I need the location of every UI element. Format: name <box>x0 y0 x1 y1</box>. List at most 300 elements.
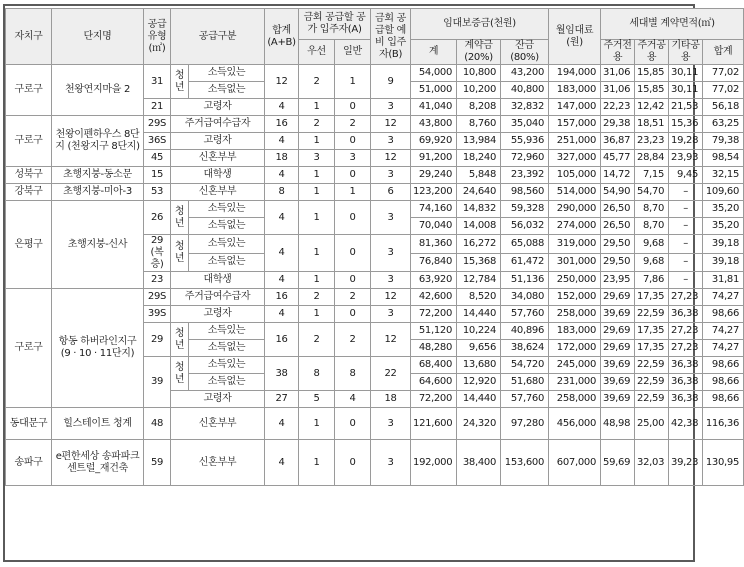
priority-cell: 1 <box>299 440 335 486</box>
other-shared-cell: – <box>669 235 703 254</box>
total-cell: 4 <box>265 408 299 440</box>
total-cell: 12 <box>265 65 299 99</box>
other-shared-cell: 27,23 <box>669 289 703 306</box>
shared-cell: 22,59 <box>635 374 669 391</box>
shared-cell: 12,42 <box>635 99 669 116</box>
reserve-cell: 3 <box>371 272 411 289</box>
priority-cell: 2 <box>299 289 335 306</box>
balance-cell: 35,040 <box>501 116 549 133</box>
other-shared-cell: 30,11 <box>669 82 703 99</box>
rent-cell: 290,000 <box>549 201 601 218</box>
header-supply-class: 공급구분 <box>171 9 265 65</box>
district-cell: 성북구 <box>6 167 52 184</box>
complex-cell: 초행지붕-신사 <box>52 201 144 289</box>
down-cell: 14,440 <box>457 306 501 323</box>
down-cell: 14,440 <box>457 391 501 408</box>
total-cell: 16 <box>265 116 299 133</box>
general-cell: 1 <box>335 65 371 99</box>
other-shared-cell: – <box>669 272 703 289</box>
shared-cell: 15,85 <box>635 82 669 99</box>
class-cell: 신혼부부 <box>171 408 265 440</box>
exclusive-cell: 39,69 <box>601 357 635 374</box>
other-shared-cell: 19,28 <box>669 133 703 150</box>
header-complex: 단지명 <box>52 9 144 65</box>
deposit-cell: 192,000 <box>411 440 457 486</box>
header-priority: 우선 <box>299 40 335 65</box>
header-reserve: 금회 공급할 예비 입주자(B) <box>371 9 411 65</box>
reserve-cell: 3 <box>371 167 411 184</box>
priority-cell: 5 <box>299 391 335 408</box>
general-cell: 2 <box>335 116 371 133</box>
class-cell: 소득있는 <box>189 65 265 82</box>
down-cell: 13,984 <box>457 133 501 150</box>
type-cell: 29 <box>144 323 171 357</box>
deposit-cell: 48,280 <box>411 340 457 357</box>
district-cell: 송파구 <box>6 440 52 486</box>
district-cell: 동대문구 <box>6 408 52 440</box>
priority-cell: 1 <box>299 306 335 323</box>
area-total-cell: 74,27 <box>703 289 744 306</box>
rent-cell: 319,000 <box>549 235 601 254</box>
table-row <box>6 167 744 184</box>
reserve-cell: 9 <box>371 65 411 99</box>
area-total-cell: 116,36 <box>703 408 744 440</box>
other-shared-cell: 36,38 <box>669 306 703 323</box>
down-cell: 14,008 <box>457 218 501 235</box>
down-cell: 12,784 <box>457 272 501 289</box>
other-shared-cell: 36,38 <box>669 374 703 391</box>
reserve-cell: 12 <box>371 289 411 306</box>
header-balance: 잔금(80%) <box>501 40 549 65</box>
deposit-cell: 51,120 <box>411 323 457 340</box>
general-cell: 8 <box>335 357 371 391</box>
rental-supply-table <box>5 8 744 486</box>
rent-cell: 183,000 <box>549 323 601 340</box>
general-cell: 0 <box>335 201 371 235</box>
table-row <box>6 408 744 440</box>
area-total-cell: 109,60 <box>703 184 744 201</box>
type-cell: 45 <box>144 150 171 167</box>
other-shared-cell: 36,38 <box>669 391 703 408</box>
district-cell: 구로구 <box>6 65 52 116</box>
exclusive-cell: 39,69 <box>601 374 635 391</box>
area-total-cell: 98,66 <box>703 374 744 391</box>
total-cell: 16 <box>265 289 299 306</box>
rent-cell: 152,000 <box>549 289 601 306</box>
table-row <box>6 65 744 82</box>
exclusive-cell: 29,50 <box>601 235 635 254</box>
balance-cell: 23,392 <box>501 167 549 184</box>
shared-cell: 22,59 <box>635 391 669 408</box>
balance-cell: 56,032 <box>501 218 549 235</box>
complex-cell: 천왕연지마을 2 <box>52 65 144 116</box>
type-cell: 39S <box>144 306 171 323</box>
rent-cell: 456,000 <box>549 408 601 440</box>
balance-cell: 98,560 <box>501 184 549 201</box>
general-cell: 0 <box>335 408 371 440</box>
other-shared-cell: 36,38 <box>669 357 703 374</box>
deposit-cell: 63,920 <box>411 272 457 289</box>
area-total-cell: 39,18 <box>703 253 744 272</box>
rent-cell: 274,000 <box>549 218 601 235</box>
balance-cell: 57,760 <box>501 391 549 408</box>
type-cell: 15 <box>144 167 171 184</box>
area-total-cell: 74,27 <box>703 323 744 340</box>
balance-cell: 51,680 <box>501 374 549 391</box>
shared-cell: 17,35 <box>635 289 669 306</box>
deposit-cell: 64,600 <box>411 374 457 391</box>
priority-cell: 1 <box>299 133 335 150</box>
type-cell: 29S <box>144 116 171 133</box>
shared-cell: 17,35 <box>635 340 669 357</box>
header-district: 자치구 <box>6 9 52 65</box>
deposit-cell: 41,040 <box>411 99 457 116</box>
type-cell: 53 <box>144 184 171 201</box>
class-cell: 소득없는 <box>189 374 265 391</box>
shared-cell: 9,68 <box>635 235 669 254</box>
exclusive-cell: 39,69 <box>601 391 635 408</box>
general-cell: 0 <box>335 133 371 150</box>
other-shared-cell: 39,23 <box>669 440 703 486</box>
type-cell: 26 <box>144 201 171 235</box>
exclusive-cell: 45,77 <box>601 150 635 167</box>
header-down-payment: 계약금(20%) <box>457 40 501 65</box>
table-row <box>6 184 744 201</box>
rent-cell: 607,000 <box>549 440 601 486</box>
type-cell: 23 <box>144 272 171 289</box>
deposit-cell: 29,240 <box>411 167 457 184</box>
rent-cell: 258,000 <box>549 391 601 408</box>
deposit-cell: 121,600 <box>411 408 457 440</box>
deposit-cell: 69,920 <box>411 133 457 150</box>
general-cell: 0 <box>335 306 371 323</box>
type-cell: 29 (복층) <box>144 235 171 272</box>
youth-label: 청년 <box>171 201 189 235</box>
total-cell: 8 <box>265 184 299 201</box>
type-cell: 29S <box>144 289 171 306</box>
header-exclusive-area: 주거전용 <box>601 40 635 65</box>
exclusive-cell: 39,69 <box>601 306 635 323</box>
reserve-cell: 3 <box>371 99 411 116</box>
table-row <box>6 440 744 486</box>
reserve-cell: 3 <box>371 306 411 323</box>
district-cell: 구로구 <box>6 116 52 167</box>
area-total-cell: 77,02 <box>703 65 744 82</box>
rent-cell: 183,000 <box>549 82 601 99</box>
complex-cell: 천왕이펜하우스 8단지 (천왕지구 8단지) <box>52 116 144 167</box>
rent-cell: 172,000 <box>549 340 601 357</box>
type-cell: 39 <box>144 357 171 408</box>
class-cell: 대학생 <box>171 167 265 184</box>
priority-cell: 1 <box>299 184 335 201</box>
complex-cell: 항동 하버라인지구 (9 · 10 · 11단지) <box>52 289 144 408</box>
shared-cell: 25,00 <box>635 408 669 440</box>
balance-cell: 59,328 <box>501 201 549 218</box>
shared-cell: 8,70 <box>635 218 669 235</box>
exclusive-cell: 29,50 <box>601 253 635 272</box>
priority-cell: 2 <box>299 323 335 357</box>
balance-cell: 40,896 <box>501 323 549 340</box>
down-cell: 24,320 <box>457 408 501 440</box>
exclusive-cell: 31,06 <box>601 65 635 82</box>
exclusive-cell: 59,69 <box>601 440 635 486</box>
balance-cell: 34,080 <box>501 289 549 306</box>
balance-cell: 61,472 <box>501 253 549 272</box>
area-total-cell: 79,38 <box>703 133 744 150</box>
down-cell: 15,368 <box>457 253 501 272</box>
reserve-cell: 12 <box>371 150 411 167</box>
complex-cell: e편한세상 송파파크센트럴_재건축 <box>52 440 144 486</box>
total-cell: 4 <box>265 167 299 184</box>
shared-cell: 17,35 <box>635 323 669 340</box>
deposit-cell: 43,800 <box>411 116 457 133</box>
exclusive-cell: 22,23 <box>601 99 635 116</box>
deposit-cell: 42,600 <box>411 289 457 306</box>
down-cell: 9,656 <box>457 340 501 357</box>
other-shared-cell: 30,11 <box>669 65 703 82</box>
down-cell: 8,760 <box>457 116 501 133</box>
rent-cell: 251,000 <box>549 133 601 150</box>
balance-cell: 65,088 <box>501 235 549 254</box>
deposit-cell: 91,200 <box>411 150 457 167</box>
priority-cell: 1 <box>299 272 335 289</box>
table-row <box>6 201 744 218</box>
header-deposit-sum: 계 <box>411 40 457 65</box>
class-cell: 소득있는 <box>189 323 265 340</box>
total-cell: 18 <box>265 150 299 167</box>
shared-cell: 32,03 <box>635 440 669 486</box>
type-cell: 21 <box>144 99 171 116</box>
class-cell: 주거급여수급자 <box>171 289 265 306</box>
header-rent: 월임대료(원) <box>549 9 601 65</box>
total-cell: 38 <box>265 357 299 391</box>
header-total: 합계(A+B) <box>265 9 299 65</box>
class-cell: 소득있는 <box>189 235 265 254</box>
balance-cell: 32,832 <box>501 99 549 116</box>
other-shared-cell: 27,23 <box>669 340 703 357</box>
reserve-cell: 6 <box>371 184 411 201</box>
deposit-cell: 68,400 <box>411 357 457 374</box>
rent-cell: 194,000 <box>549 65 601 82</box>
class-cell: 고령자 <box>171 133 265 150</box>
class-cell: 소득있는 <box>189 201 265 218</box>
deposit-cell: 81,360 <box>411 235 457 254</box>
deposit-cell: 76,840 <box>411 253 457 272</box>
total-cell: 16 <box>265 323 299 357</box>
balance-cell: 54,720 <box>501 357 549 374</box>
youth-label: 청년 <box>171 323 189 357</box>
balance-cell: 57,760 <box>501 306 549 323</box>
class-cell: 신혼부부 <box>171 440 265 486</box>
balance-cell: 51,136 <box>501 272 549 289</box>
shared-cell: 7,15 <box>635 167 669 184</box>
general-cell: 0 <box>335 99 371 116</box>
area-total-cell: 35,20 <box>703 218 744 235</box>
reserve-cell: 22 <box>371 357 411 391</box>
youth-label: 청년 <box>171 235 189 272</box>
area-total-cell: 63,25 <box>703 116 744 133</box>
general-cell: 1 <box>335 184 371 201</box>
priority-cell: 1 <box>299 99 335 116</box>
deposit-cell: 51,000 <box>411 82 457 99</box>
down-cell: 12,920 <box>457 374 501 391</box>
down-cell: 10,800 <box>457 65 501 82</box>
exclusive-cell: 31,06 <box>601 82 635 99</box>
class-cell: 소득없는 <box>189 82 265 99</box>
area-total-cell: 98,54 <box>703 150 744 167</box>
balance-cell: 38,624 <box>501 340 549 357</box>
balance-cell: 153,600 <box>501 440 549 486</box>
priority-cell: 8 <box>299 357 335 391</box>
shared-cell: 8,70 <box>635 201 669 218</box>
balance-cell: 40,800 <box>501 82 549 99</box>
table-row <box>6 289 744 306</box>
class-cell: 대학생 <box>171 272 265 289</box>
area-total-cell: 130,95 <box>703 440 744 486</box>
balance-cell: 43,200 <box>501 65 549 82</box>
down-cell: 8,520 <box>457 289 501 306</box>
exclusive-cell: 29,69 <box>601 323 635 340</box>
balance-cell: 55,936 <box>501 133 549 150</box>
total-cell: 4 <box>265 201 299 235</box>
down-cell: 16,272 <box>457 235 501 254</box>
general-cell: 0 <box>335 272 371 289</box>
area-total-cell: 56,18 <box>703 99 744 116</box>
reserve-cell: 3 <box>371 133 411 150</box>
shared-cell: 18,51 <box>635 116 669 133</box>
class-cell: 고령자 <box>171 99 265 116</box>
other-shared-cell: – <box>669 184 703 201</box>
other-shared-cell: – <box>669 201 703 218</box>
type-cell: 59 <box>144 440 171 486</box>
general-cell: 3 <box>335 150 371 167</box>
class-cell: 소득없는 <box>189 253 265 272</box>
area-total-cell: 77,02 <box>703 82 744 99</box>
area-total-cell: 98,66 <box>703 357 744 374</box>
header-supply-type: 공급유형(㎡) <box>144 9 171 65</box>
other-shared-cell: 21,53 <box>669 99 703 116</box>
exclusive-cell: 29,69 <box>601 340 635 357</box>
rent-cell: 147,000 <box>549 99 601 116</box>
reserve-cell: 12 <box>371 116 411 133</box>
priority-cell: 2 <box>299 65 335 99</box>
type-cell: 31 <box>144 65 171 99</box>
type-cell: 48 <box>144 408 171 440</box>
down-cell: 10,224 <box>457 323 501 340</box>
general-cell: 2 <box>335 323 371 357</box>
header-vacancy-group: 금회 공급할 공가 입주자(A) <box>299 9 371 40</box>
down-cell: 14,832 <box>457 201 501 218</box>
deposit-cell: 123,200 <box>411 184 457 201</box>
area-total-cell: 98,66 <box>703 391 744 408</box>
exclusive-cell: 29,69 <box>601 289 635 306</box>
rent-cell: 245,000 <box>549 357 601 374</box>
class-cell: 고령자 <box>171 306 265 323</box>
header-area-group: 세대별 계약면적(㎡) <box>601 9 744 40</box>
class-cell: 신혼부부 <box>171 150 265 167</box>
shared-cell: 22,59 <box>635 357 669 374</box>
rent-cell: 157,000 <box>549 116 601 133</box>
rent-cell: 327,000 <box>549 150 601 167</box>
deposit-cell: 70,040 <box>411 218 457 235</box>
header-shared-area: 주거공용 <box>635 40 669 65</box>
total-cell: 4 <box>265 272 299 289</box>
priority-cell: 2 <box>299 116 335 133</box>
exclusive-cell: 54,90 <box>601 184 635 201</box>
reserve-cell: 3 <box>371 235 411 272</box>
general-cell: 0 <box>335 167 371 184</box>
exclusive-cell: 23,95 <box>601 272 635 289</box>
complex-cell: 초행지붕-동소문 <box>52 167 144 184</box>
exclusive-cell: 26,50 <box>601 218 635 235</box>
youth-label: 청년 <box>171 357 189 391</box>
area-total-cell: 31,81 <box>703 272 744 289</box>
area-total-cell: 39,18 <box>703 235 744 254</box>
reserve-cell: 3 <box>371 201 411 235</box>
class-cell: 소득있는 <box>189 357 265 374</box>
rent-cell: 514,000 <box>549 184 601 201</box>
shared-cell: 9,68 <box>635 253 669 272</box>
other-shared-cell: 9,45 <box>669 167 703 184</box>
area-total-cell: 32,15 <box>703 167 744 184</box>
exclusive-cell: 14,72 <box>601 167 635 184</box>
total-cell: 4 <box>265 99 299 116</box>
shared-cell: 23,23 <box>635 133 669 150</box>
other-shared-cell: 27,23 <box>669 323 703 340</box>
down-cell: 38,400 <box>457 440 501 486</box>
total-cell: 27 <box>265 391 299 408</box>
class-cell: 고령자 <box>171 391 265 408</box>
rent-cell: 258,000 <box>549 306 601 323</box>
rent-cell: 301,000 <box>549 253 601 272</box>
type-cell: 36S <box>144 133 171 150</box>
table-row <box>6 116 744 133</box>
rent-cell: 105,000 <box>549 167 601 184</box>
header-general: 일반 <box>335 40 371 65</box>
shared-cell: 7,86 <box>635 272 669 289</box>
total-cell: 4 <box>265 133 299 150</box>
class-cell: 주거급여수급자 <box>171 116 265 133</box>
general-cell: 4 <box>335 391 371 408</box>
area-total-cell: 74,27 <box>703 340 744 357</box>
total-cell: 4 <box>265 306 299 323</box>
other-shared-cell: 42,38 <box>669 408 703 440</box>
exclusive-cell: 48,98 <box>601 408 635 440</box>
down-cell: 10,200 <box>457 82 501 99</box>
header-area-total: 합계 <box>703 40 744 65</box>
other-shared-cell: 15,36 <box>669 116 703 133</box>
priority-cell: 3 <box>299 150 335 167</box>
rent-cell: 231,000 <box>549 374 601 391</box>
district-cell: 은평구 <box>6 201 52 289</box>
general-cell: 0 <box>335 440 371 486</box>
priority-cell: 1 <box>299 201 335 235</box>
reserve-cell: 18 <box>371 391 411 408</box>
exclusive-cell: 26,50 <box>601 201 635 218</box>
shared-cell: 54,70 <box>635 184 669 201</box>
deposit-cell: 72,200 <box>411 306 457 323</box>
shared-cell: 15,85 <box>635 65 669 82</box>
other-shared-cell: – <box>669 253 703 272</box>
district-cell: 강북구 <box>6 184 52 201</box>
class-cell: 소득없는 <box>189 340 265 357</box>
down-cell: 8,208 <box>457 99 501 116</box>
deposit-cell: 74,160 <box>411 201 457 218</box>
balance-cell: 97,280 <box>501 408 549 440</box>
complex-cell: 힐스테이트 청계 <box>52 408 144 440</box>
reserve-cell: 12 <box>371 323 411 357</box>
class-cell: 소득없는 <box>189 218 265 235</box>
